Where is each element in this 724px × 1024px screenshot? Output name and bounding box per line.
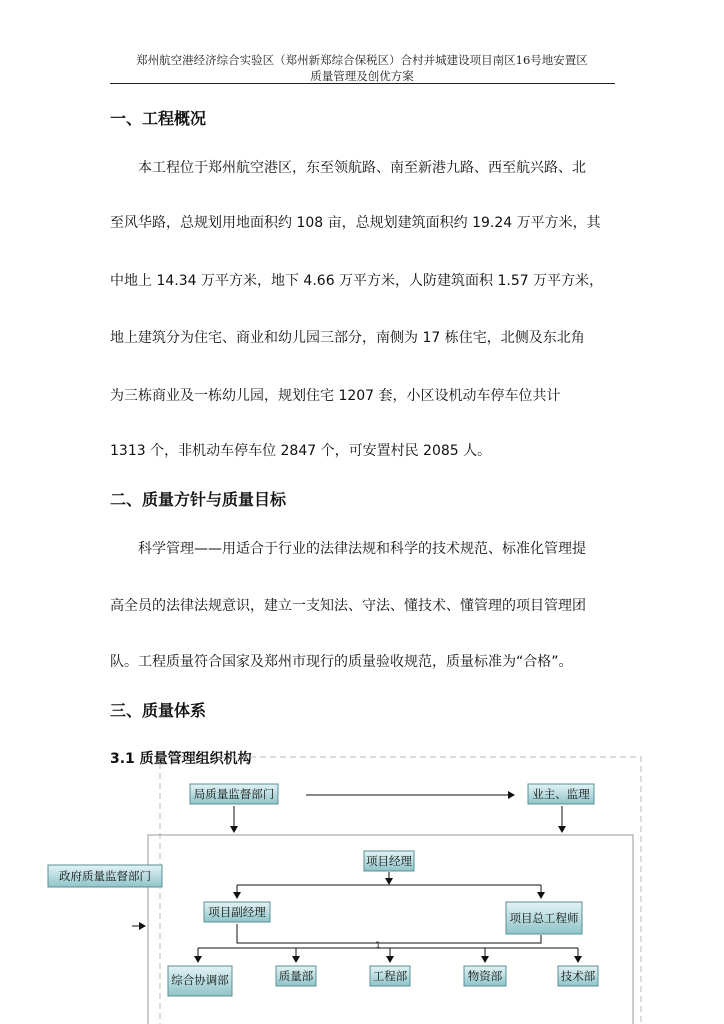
section-1-heading: 一、工程概况 [110, 109, 207, 128]
dept-engineering-label: 工程部 [372, 969, 408, 983]
dept-quality-label: 质量部 [278, 969, 314, 983]
document-header-title: 郑州航空港经济综合实验区（郑州新郑综合保税区）合村并城建设项目南区16号地安置区 [136, 53, 588, 67]
document-header-subtitle: 质量管理及创优方案 [310, 69, 414, 83]
bureau-quality-dept-label: 局质量监督部门 [193, 787, 275, 801]
dept-technical-label: 技术部 [560, 969, 596, 983]
section-1-line-4: 地上建筑分为住宅、商业和幼儿园三部分，南侧为 17 栋住宅，北侧及东北角 [110, 330, 585, 346]
section-2-line-1: 科学管理——用适合于行业的法律法规和科学的技术规范、标准化管理提 [110, 541, 586, 557]
section-1-line-6: 1313 个，非机动车停车位 2847 个，可安置村民 2085 人。 [110, 443, 492, 459]
section-3-heading: 三、质量体系 [110, 701, 207, 720]
section-1-line-3: 中地上 14.34 万平方米，地下 4.66 万平方米，人防建筑面积 1.57 万平方米， [110, 273, 604, 289]
section-2-line-2: 高全员的法律法规意识，建立一支知法、守法、懂技术、懂管理的项目管理团 [110, 598, 586, 614]
dept-materials-label: 物资部 [467, 969, 503, 983]
project-manager-label: 项目经理 [366, 854, 412, 868]
government-quality-dept-label: 政府质量监督部门 [59, 869, 151, 883]
owner-supervisor-label: 业主、监理 [532, 787, 590, 801]
deputy-manager-label: 项目副经理 [208, 905, 266, 919]
section-2-heading: 二、质量方针与质量目标 [110, 490, 287, 509]
section-1-line-1: 本工程位于郑州航空港区，东至领航路、南至新港九路、西至航兴路、北 [110, 160, 586, 176]
connector-label: 1 [375, 941, 381, 951]
chief-engineer-label: 项目总工程师 [509, 911, 579, 925]
section-1-line-2: 至风华路，总规划用地面积约 108 亩，总规划建筑面积约 19.24 万平方米，其 [110, 215, 601, 231]
dept-coordination-label: 综合协调部 [171, 973, 229, 987]
section-1-line-5: 为三栋商业及一栋幼儿园，规划住宅 1207 套，小区设机动车停车位共计 [110, 388, 561, 404]
section-2-line-3: 队。工程质量符合国家及郑州市现行的质量验收规范，质量标准为“合格”。 [110, 654, 573, 670]
management-connector [237, 924, 541, 943]
section-3-1-heading: 3.1 质量管理组织机构 [110, 751, 252, 767]
